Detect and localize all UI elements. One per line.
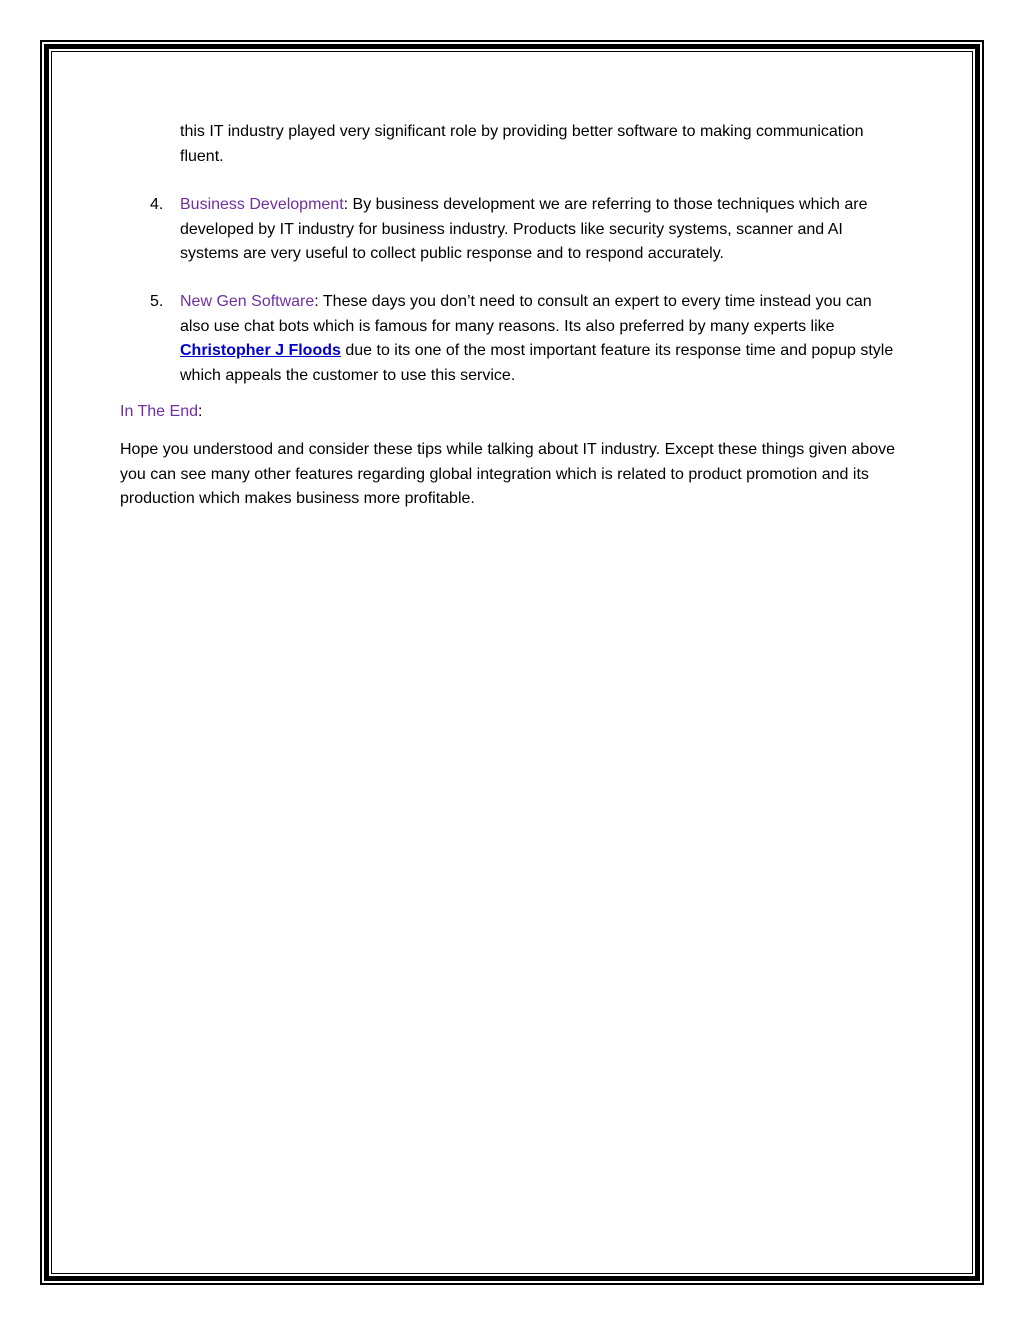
list-item-text: These days you don’t need to consult an expert to every time instead you can also use chat bots which is famous for many reasons. Its also preferred by many experts like <box>180 293 872 335</box>
closing-paragraph: Hope you understood and consider these tips while talking about IT industry. Except these things given above you can see many other features regarding global integration which is related to product promotion and its production which makes business more profitable. <box>120 441 895 507</box>
end-heading-text: In The End <box>120 403 198 420</box>
end-heading-suffix: : <box>197 403 203 420</box>
list-item-term: New Gen Software <box>180 293 315 310</box>
term-separator: : <box>314 293 319 310</box>
list-item-text-continued: due to its one of the most important feature its response time and popup style which appeals the customer to use this service. <box>180 342 894 384</box>
list-item-new-gen-software <box>150 290 905 388</box>
continued-paragraph: this IT industry played very significant role by providing better software to making communication fluent. <box>180 123 864 165</box>
list-item-text: By business development we are referring to those techniques which are developed by IT industry for business industry. Products like security systems, scanner and AI systems are very useful to collect public response and to respond accurately. <box>180 196 868 262</box>
list-number: 5. <box>150 293 164 310</box>
christopher-j-floods-link[interactable]: Christopher J Floods <box>180 342 341 359</box>
list-item-business-development <box>150 193 905 267</box>
list-number: 4. <box>150 196 164 213</box>
term-separator: : <box>343 196 349 213</box>
list-item-term: Business Development <box>180 196 344 213</box>
end-heading <box>120 400 202 425</box>
